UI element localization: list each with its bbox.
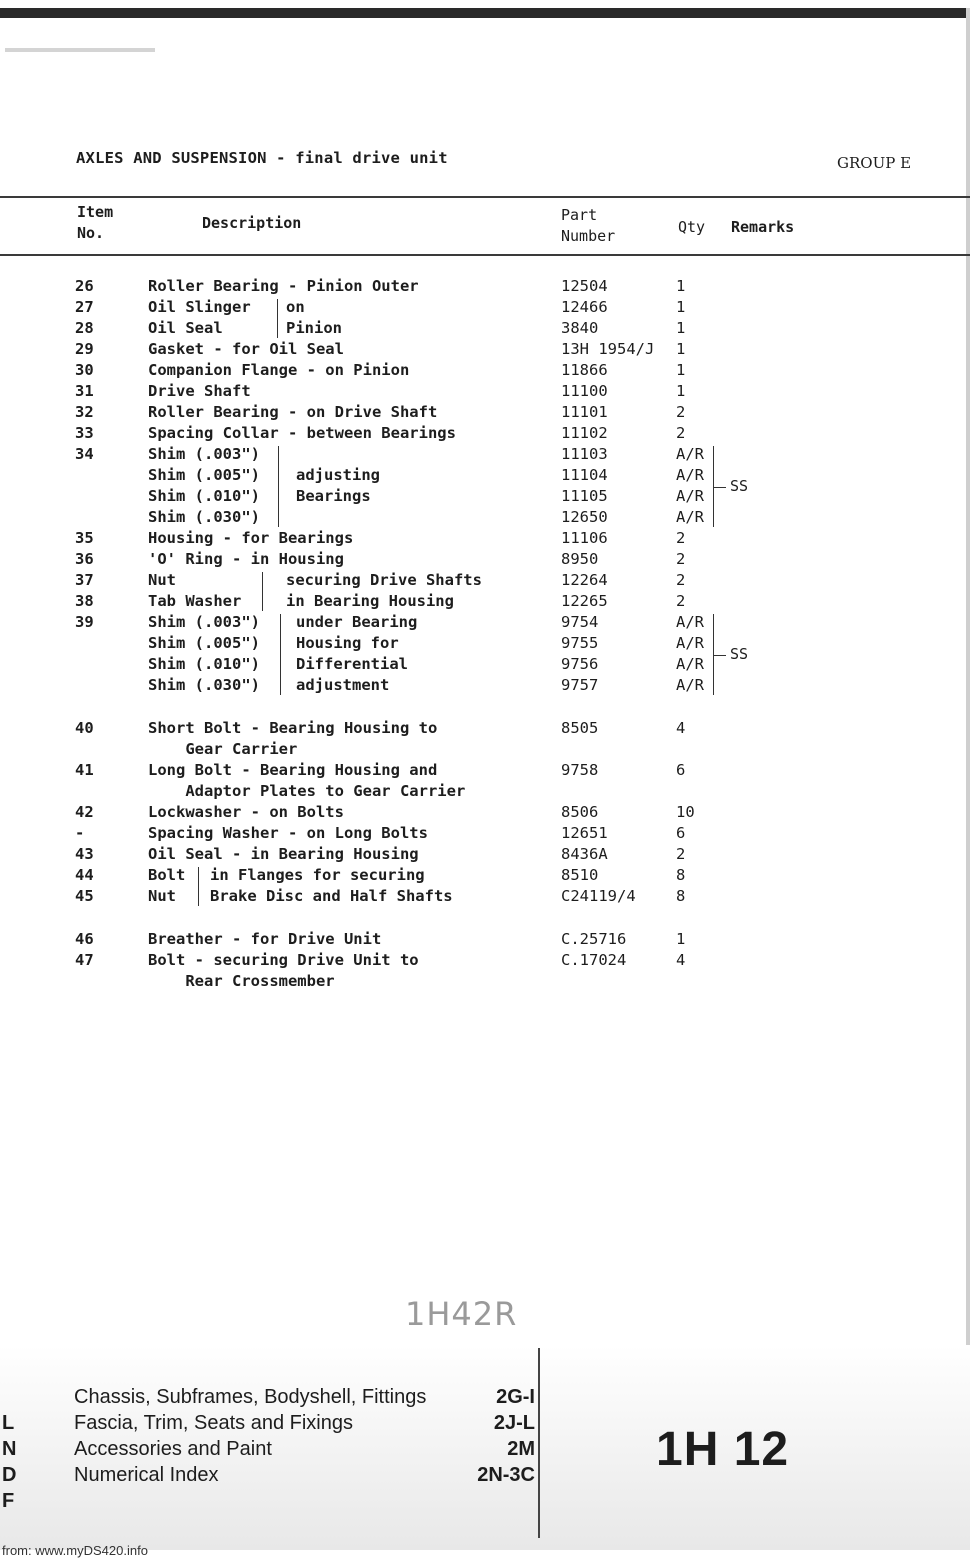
item-number: 43 — [75, 845, 94, 863]
table-row — [0, 675, 970, 696]
table-row — [0, 802, 970, 823]
item-number: 45 — [75, 887, 94, 905]
part-description: Shim (.005") — [148, 466, 260, 484]
table-row — [0, 444, 970, 465]
edge-letter: L — [2, 1412, 15, 1434]
part-description: Nut — [148, 887, 176, 905]
item-number: 34 — [75, 445, 94, 463]
quantity: 8 — [676, 866, 686, 884]
item-number: 41 — [75, 761, 94, 779]
part-description: Oil Seal - in Bearing Housing — [148, 845, 419, 863]
scan-artifact — [5, 48, 155, 52]
quantity: 1 — [676, 382, 686, 400]
part-description: Short Bolt - Bearing Housing to — [148, 719, 438, 737]
table-row — [0, 633, 970, 654]
item-number: 35 — [75, 529, 94, 547]
part-number: 11866 — [561, 361, 608, 379]
header-rule-bottom — [0, 254, 970, 256]
quantity: A/R — [676, 445, 704, 463]
top-border — [0, 8, 970, 18]
part-description: Bolt — [148, 866, 186, 884]
part-number: 12265 — [561, 592, 608, 610]
part-description: Tab Washer — [148, 592, 242, 610]
part-description-qualifier: in Bearing Housing — [286, 592, 454, 610]
part-number: 8436A — [561, 845, 608, 863]
part-description-qualifier: under Bearing — [296, 613, 418, 631]
part-number: 9756 — [561, 655, 599, 673]
part-description: Rear Crossmember — [148, 972, 335, 990]
part-number: 12650 — [561, 508, 608, 526]
part-description-qualifier: Differential — [296, 655, 408, 673]
item-number: 33 — [75, 424, 94, 442]
part-number: C.17024 — [561, 951, 627, 969]
item-number: 40 — [75, 719, 94, 737]
section-index — [74, 1386, 539, 1490]
item-number: 38 — [75, 592, 94, 610]
item-number: 37 — [75, 571, 94, 589]
bracket-bolt-nut — [198, 867, 199, 906]
item-number: 29 — [75, 340, 94, 358]
table-row — [0, 612, 970, 633]
remarks-bracket-tick — [714, 655, 726, 656]
quantity: 2 — [676, 424, 686, 442]
quantity: A/R — [676, 487, 704, 505]
row-spacer — [0, 907, 970, 929]
table-row — [0, 654, 970, 675]
item-number: 46 — [75, 930, 94, 948]
page-title: AXLES AND SUSPENSION - final drive unit — [76, 149, 448, 167]
col-header-description: Description — [202, 214, 302, 232]
part-description-qualifier: Housing for — [296, 634, 399, 652]
table-row — [0, 823, 970, 844]
table-row — [0, 718, 970, 739]
part-number: 12651 — [561, 824, 608, 842]
part-description-qualifier: adjustment — [296, 676, 390, 694]
part-description: Oil Slinger — [148, 298, 251, 316]
table-row — [0, 760, 970, 781]
table-row — [0, 276, 970, 297]
part-description-qualifier: Brake Disc and Half Shafts — [210, 887, 453, 905]
quantity: 1 — [676, 298, 686, 316]
quantity: 6 — [676, 824, 686, 842]
quantity: 6 — [676, 761, 686, 779]
part-description-qualifier: Pinion — [286, 319, 342, 337]
quantity: 2 — [676, 571, 686, 589]
col-header-qty: Qty — [678, 218, 706, 236]
quantity: 2 — [676, 403, 686, 421]
bracket-shims-bearings — [278, 446, 279, 527]
part-description: Oil Seal — [148, 319, 223, 337]
quantity: A/R — [676, 508, 704, 526]
table-row — [0, 929, 970, 950]
table-row — [0, 528, 970, 549]
table-row — [0, 360, 970, 381]
source-url[interactable]: from: www.myDS420.info — [2, 1543, 148, 1558]
quantity: 1 — [676, 319, 686, 337]
item-number: 32 — [75, 403, 94, 421]
part-number: 11105 — [561, 487, 608, 505]
part-number: 8950 — [561, 550, 599, 568]
table-row — [0, 570, 970, 591]
part-description: Spacing Washer - on Long Bolts — [148, 824, 428, 842]
item-number: 42 — [75, 803, 94, 821]
quantity: 2 — [676, 550, 686, 568]
item-number: 30 — [75, 361, 94, 379]
part-number: 12504 — [561, 277, 608, 295]
section-link-accessories[interactable]: Accessories and Paint 2M — [74, 1438, 535, 1460]
part-description: Drive Shaft — [148, 382, 251, 400]
part-number: C24119/4 — [561, 887, 636, 905]
part-number: 11100 — [561, 382, 608, 400]
part-description: Gasket - for Oil Seal — [148, 340, 344, 358]
part-description: Shim (.005") — [148, 634, 260, 652]
part-number: 9754 — [561, 613, 599, 631]
table-row — [0, 549, 970, 570]
table-row — [0, 318, 970, 339]
header-rule-top — [0, 196, 970, 198]
table-row — [0, 865, 970, 886]
bracket-oil-slinger-seal — [277, 299, 278, 338]
quantity: 1 — [676, 340, 686, 358]
part-description: Shim (.003") — [148, 613, 260, 631]
handwritten-note: 1H42R — [405, 1295, 518, 1333]
table-row — [0, 465, 970, 486]
part-description: Bolt - securing Drive Unit to — [148, 951, 419, 969]
part-description: Shim (.010") — [148, 487, 260, 505]
part-description: Nut — [148, 571, 176, 589]
table-row — [0, 402, 970, 423]
bracket-shims-differential — [280, 614, 281, 695]
part-description: Long Bolt - Bearing Housing and — [148, 761, 438, 779]
part-description: Housing - for Bearings — [148, 529, 354, 547]
quantity: 2 — [676, 529, 686, 547]
quantity: 4 — [676, 951, 686, 969]
bracket-nut-tab-washer — [262, 572, 263, 611]
part-description: Roller Bearing - Pinion Outer — [148, 277, 419, 295]
item-number: 27 — [75, 298, 94, 316]
part-description: Shim (.010") — [148, 655, 260, 673]
part-description: Roller Bearing - on Drive Shaft — [148, 403, 438, 421]
col-header-part-number: Part Number — [561, 206, 616, 245]
section-link-chassis[interactable]: Chassis, Subframes, Bodyshell, Fittings 2G-I — [74, 1386, 535, 1408]
part-number: 11104 — [561, 466, 608, 484]
item-number: 39 — [75, 613, 94, 631]
part-number: 13H 1954/J — [561, 340, 655, 358]
table-row — [0, 739, 970, 760]
item-number: 28 — [75, 319, 94, 337]
part-description: Companion Flange - on Pinion — [148, 361, 410, 379]
table-row — [0, 381, 970, 402]
part-number: 8505 — [561, 719, 599, 737]
part-description-qualifier: on — [286, 298, 305, 316]
part-number: 12264 — [561, 571, 608, 589]
quantity: 10 — [676, 803, 695, 821]
part-number: 11102 — [561, 424, 608, 442]
edge-letter: D — [2, 1464, 17, 1486]
quantity: A/R — [676, 676, 704, 694]
part-number: 11106 — [561, 529, 608, 547]
table-row — [0, 297, 970, 318]
item-number: 26 — [75, 277, 94, 295]
col-header-remarks: Remarks — [731, 218, 795, 236]
item-number: 44 — [75, 866, 94, 884]
part-description: Shim (.003") — [148, 445, 260, 463]
col-header-item: Item No. — [77, 203, 114, 242]
table-row — [0, 339, 970, 360]
table-row — [0, 781, 970, 802]
edge-letter: F — [2, 1490, 15, 1512]
table-row — [0, 886, 970, 907]
part-number: 9757 — [561, 676, 599, 694]
page-number: 1H 12 — [656, 1423, 790, 1476]
part-description-qualifier: in Flanges for securing — [210, 866, 425, 884]
part-number: 3840 — [561, 319, 599, 337]
quantity: 1 — [676, 277, 686, 295]
part-number: C.25716 — [561, 930, 627, 948]
quantity: A/R — [676, 655, 704, 673]
part-description: Breather - for Drive Unit — [148, 930, 382, 948]
remarks-ss-differential: SS — [730, 644, 749, 663]
table-row — [0, 507, 970, 528]
table-row — [0, 950, 970, 971]
part-description: Gear Carrier — [148, 740, 298, 758]
item-number: 31 — [75, 382, 94, 400]
part-description: 'O' Ring - in Housing — [148, 550, 344, 568]
quantity: A/R — [676, 613, 704, 631]
remarks-ss-bearings: SS — [730, 476, 749, 495]
quantity: 2 — [676, 845, 686, 863]
edge-letters — [2, 1410, 16, 1514]
part-description-qualifier: securing Drive Shafts — [286, 571, 482, 589]
section-link-numerical-index[interactable]: Numerical Index 2N-3C — [74, 1464, 535, 1486]
part-number: 9758 — [561, 761, 599, 779]
table-row — [0, 423, 970, 444]
quantity: 1 — [676, 361, 686, 379]
part-number: 11101 — [561, 403, 608, 421]
edge-letter: N — [2, 1438, 17, 1460]
quantity: 4 — [676, 719, 686, 737]
remarks-bracket-tick — [714, 487, 726, 488]
item-number: - — [75, 824, 85, 842]
part-number: 8510 — [561, 866, 599, 884]
part-description: Lockwasher - on Bolts — [148, 803, 344, 821]
parts-table — [0, 276, 970, 992]
row-spacer — [0, 696, 970, 718]
group-label: GROUP E — [837, 154, 912, 172]
part-description-qualifier: adjusting — [296, 466, 380, 484]
part-description: Adaptor Plates to Gear Carrier — [148, 782, 466, 800]
section-link-fascia[interactable]: Fascia, Trim, Seats and Fixings 2J-L — [74, 1412, 535, 1434]
part-description: Shim (.030") — [148, 508, 260, 526]
part-description: Spacing Collar - between Bearings — [148, 424, 456, 442]
table-row — [0, 591, 970, 612]
table-row — [0, 971, 970, 992]
table-row — [0, 486, 970, 507]
part-number: 9755 — [561, 634, 599, 652]
quantity: 1 — [676, 930, 686, 948]
quantity: 8 — [676, 887, 686, 905]
table-row — [0, 844, 970, 865]
part-description-qualifier: Bearings — [296, 487, 371, 505]
part-number: 8506 — [561, 803, 599, 821]
quantity: A/R — [676, 466, 704, 484]
part-description: Shim (.030") — [148, 676, 260, 694]
item-number: 47 — [75, 951, 94, 969]
part-number: 12466 — [561, 298, 608, 316]
quantity: A/R — [676, 634, 704, 652]
item-number: 36 — [75, 550, 94, 568]
part-number: 11103 — [561, 445, 608, 463]
quantity: 2 — [676, 592, 686, 610]
